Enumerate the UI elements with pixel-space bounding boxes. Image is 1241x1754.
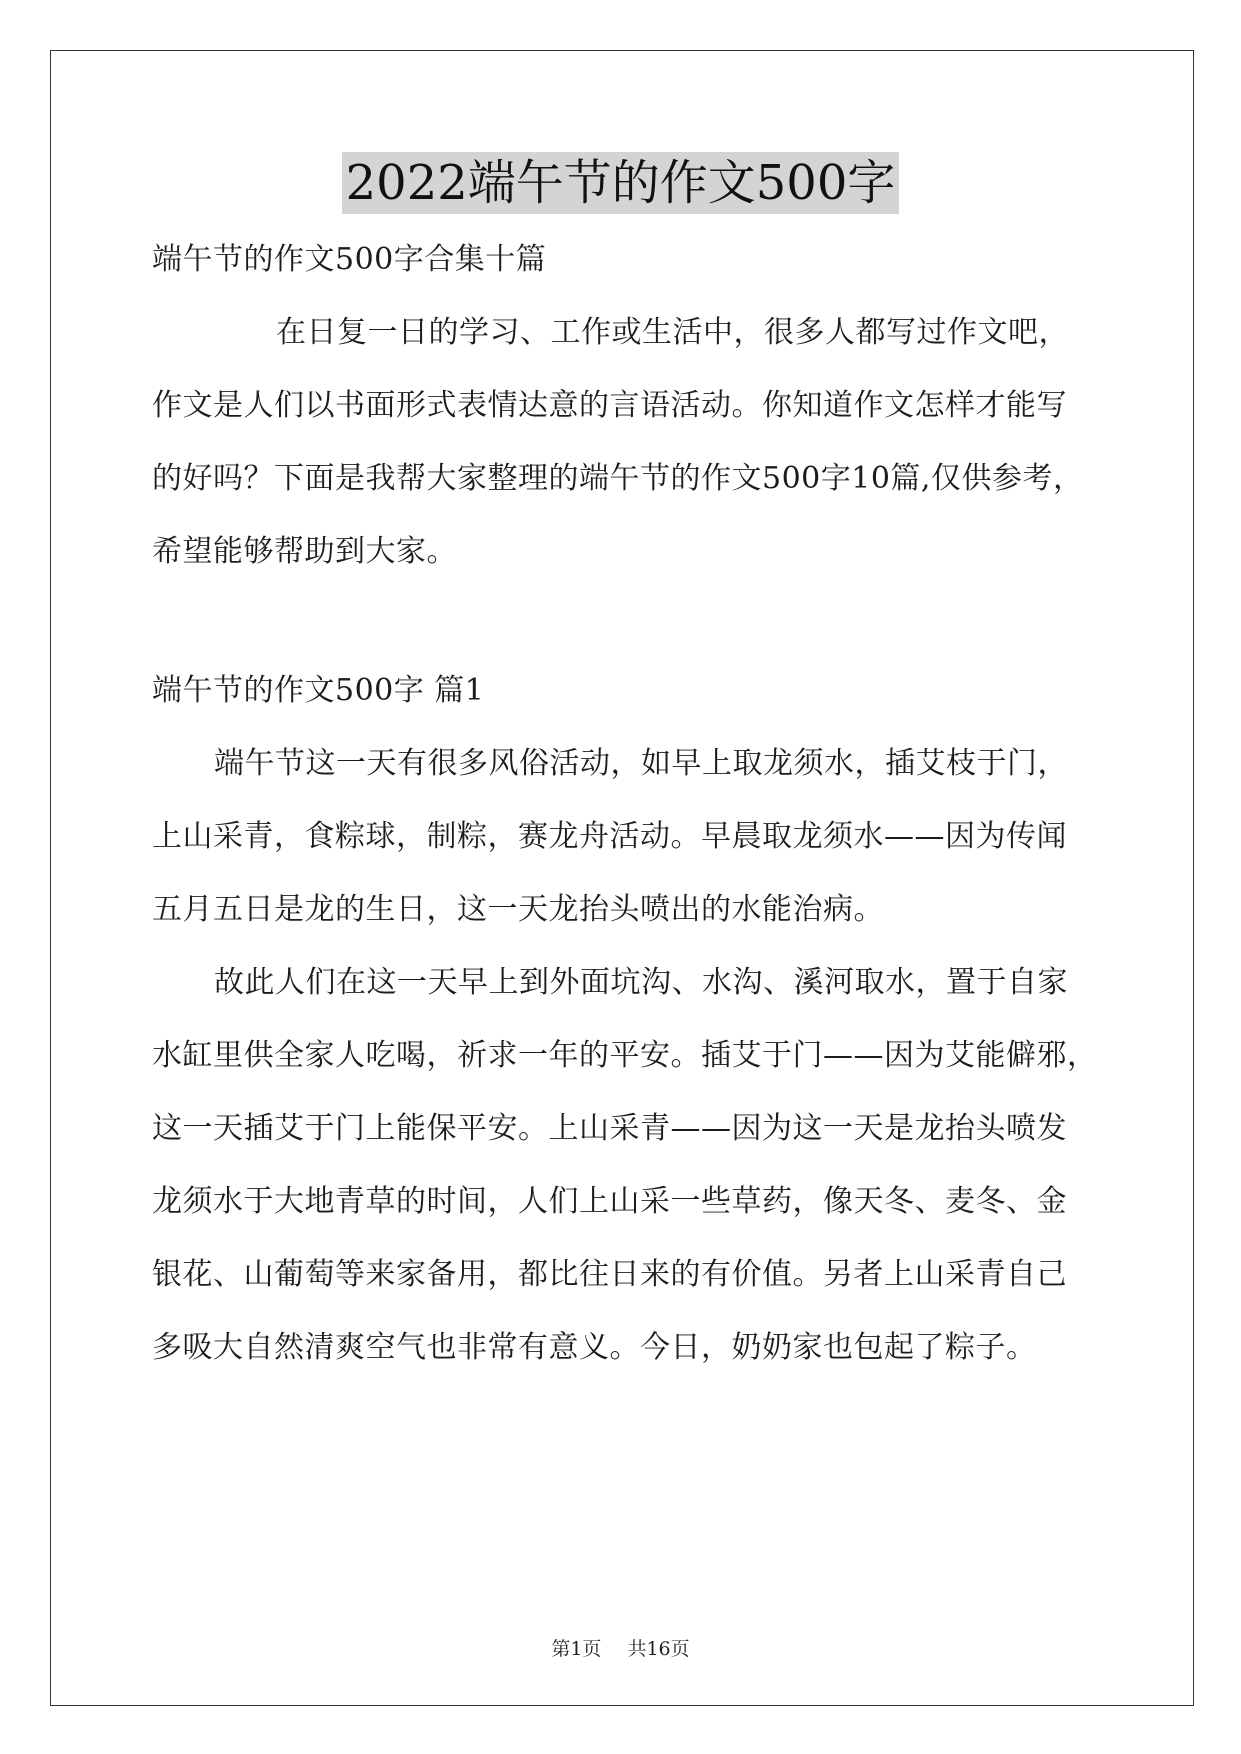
paragraph2-line-2: 水缸里供全家人吃喝，祈求一年的平安。插艾于门——因为艾能僻邪， (152, 1038, 1098, 1073)
paragraph1-line-2: 上山采青，食粽球，制粽，赛龙舟活动。早晨取龙须水——因为传闻 (152, 819, 1067, 854)
document-subtitle: 端午节的作文500字合集十篇 (152, 242, 547, 277)
paragraph1-line-3: 五月五日是龙的生日，这一天龙抬头喷出的水能治病。 (152, 892, 884, 927)
paragraph2-line-1: 故此人们在这一天早上到外面坑沟、水沟、溪河取水，置于自家 (214, 965, 1068, 1000)
page-footer (0, 1634, 1241, 1661)
paragraph1-line-1: 端午节这一天有很多风俗活动，如早上取龙须水，插艾枝于门， (214, 746, 1068, 781)
page-number: 第1页 (551, 1638, 602, 1660)
document-title: 2022端午节的作文500字 (342, 152, 900, 214)
paragraph2-line-4: 龙须水于大地青草的时间，人们上山采一些草药，像天冬、麦冬、金 (152, 1184, 1067, 1219)
paragraph2-line-3: 这一天插艾于门上能保平安。上山采青——因为这一天是龙抬头喷发 (152, 1111, 1067, 1146)
intro-line-3: 的好吗？下面是我帮大家整理的端午节的作文500字10篇,仅供参考， (152, 461, 1084, 496)
title-container (0, 152, 1241, 214)
page-total: 共16页 (627, 1638, 690, 1660)
intro-line-1: 在日复一日的学习、工作或生活中，很多人都写过作文吧， (276, 315, 1069, 350)
paragraph2-line-5: 银花、山葡萄等来家备用，都比往日来的有价值。另者上山采青自己 (152, 1257, 1067, 1292)
page-border (50, 50, 1194, 1706)
paragraph2-line-6: 多吸大自然清爽空气也非常有意义。今日，奶奶家也包起了粽子。 (152, 1330, 1037, 1365)
section-heading: 端午节的作文500字 篇1 (152, 673, 485, 708)
intro-line-2: 作文是人们以书面形式表情达意的言语活动。你知道作文怎样才能写 (152, 388, 1067, 423)
intro-line-4: 希望能够帮助到大家。 (152, 534, 457, 569)
